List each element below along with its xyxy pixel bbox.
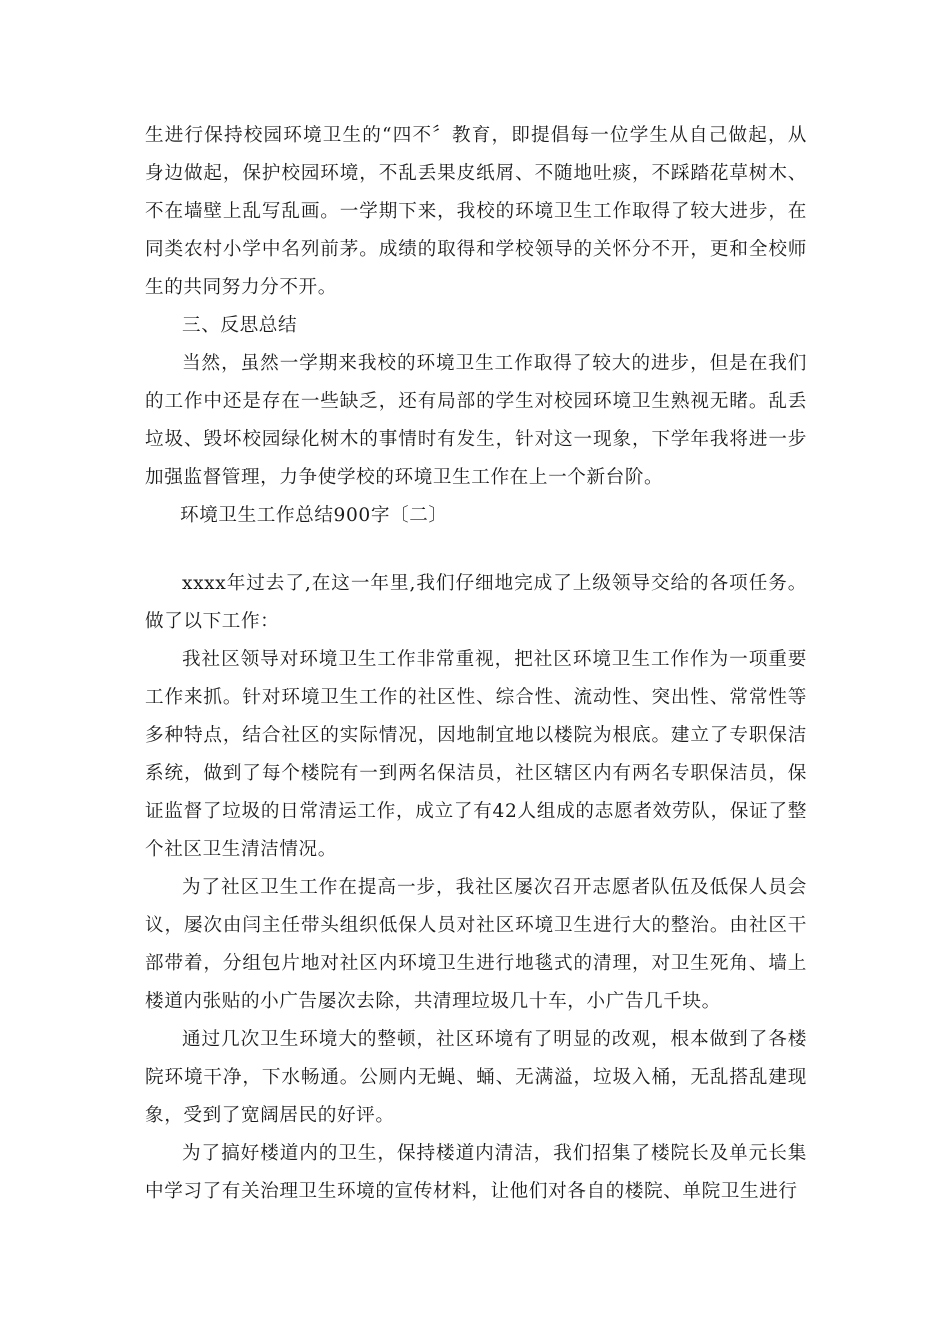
blank-gap — [145, 535, 807, 565]
paragraph-continuation: 生进行保持校园环境卫生的“四不〞教育，即提倡每一位学生从自己做起，从身边做起，保护校园环境，不乱丢果皮纸屑、不随地吐痰，不踩踏花草树木、不在墙壁上乱写乱画。一学期下来，我校的环境卫生工作取得了较大进步，在同类农村小学中名列前茅。成绩的取得和学校领导的关怀分不开，更和全校师生的共同努力分不开。 — [145, 125, 807, 298]
paragraph-intro: xxxx年过去了,在这一年里,我们仔细地完成了上级领导交给的各项任务。做了以下工作： — [145, 573, 807, 632]
paragraph-reflection: 当然，虽然一学期来我校的环境卫生工作取得了较大的进步，但是在我们的工作中还是存在一些缺乏，还有局部的学生对校园环境卫生熟视无睹。乱丢垃圾、毁坏校园绿化树木的事情时有发生，针对这一现象，下学年我将进一步加强监督管理，力争使学校的环境卫生工作在上一个新台阶。 — [145, 353, 807, 488]
paragraph-cleanup-campaign: 为了社区卫生工作在提高一步，我社区屡次召开志愿者队伍及低保人员会议，屡次由闫主任带头组织低保人员对社区环境卫生进行大的整治。由社区干部带着，分组包片地对社区内环境卫生进行地毯式的清理，对卫生死角、墙上楼道内张贴的小广告屡次去除，共清理垃圾几十车，小广告几千块。 — [145, 877, 807, 1012]
paragraph-stairwell-hygiene: 为了搞好楼道内的卫生，保持楼道内清洁，我们招集了楼院长及单元长集中学习了有关治理卫生环境的宣传材料，让他们对各自的楼院、单院卫生进行 — [145, 1143, 807, 1202]
section-title-part-two: 环境卫生工作总结900字〔二〕 — [180, 505, 448, 526]
section-heading-reflection: 三、反思总结 — [182, 315, 298, 336]
paragraph-results: 通过几次卫生环境大的整顿，社区环境有了明显的改观，根本做到了各楼院环境干净，下水畅通。公厕内无蝇、蛹、无满溢，垃圾入桶，无乱搭乱建现象，受到了宽阔居民的好评。 — [145, 1029, 807, 1126]
document-page — [145, 117, 807, 1211]
paragraph-community-leadership: 我社区领导对环境卫生工作非常重视，把社区环境卫生工作作为一项重要工作来抓。针对环境卫生工作的社区性、综合性、流动性、突出性、常常性等多种特点，结合社区的实际情况，因地制宜地以楼院为根底。建立了专职保洁系统，做到了每个楼院有一到两名保洁员，社区辖区内有两名专职保洁员，保证监督了垃圾的日常清运工作，成立了有42人组成的志愿者效劳队，保证了整个社区卫生清洁情况。 — [145, 649, 807, 860]
